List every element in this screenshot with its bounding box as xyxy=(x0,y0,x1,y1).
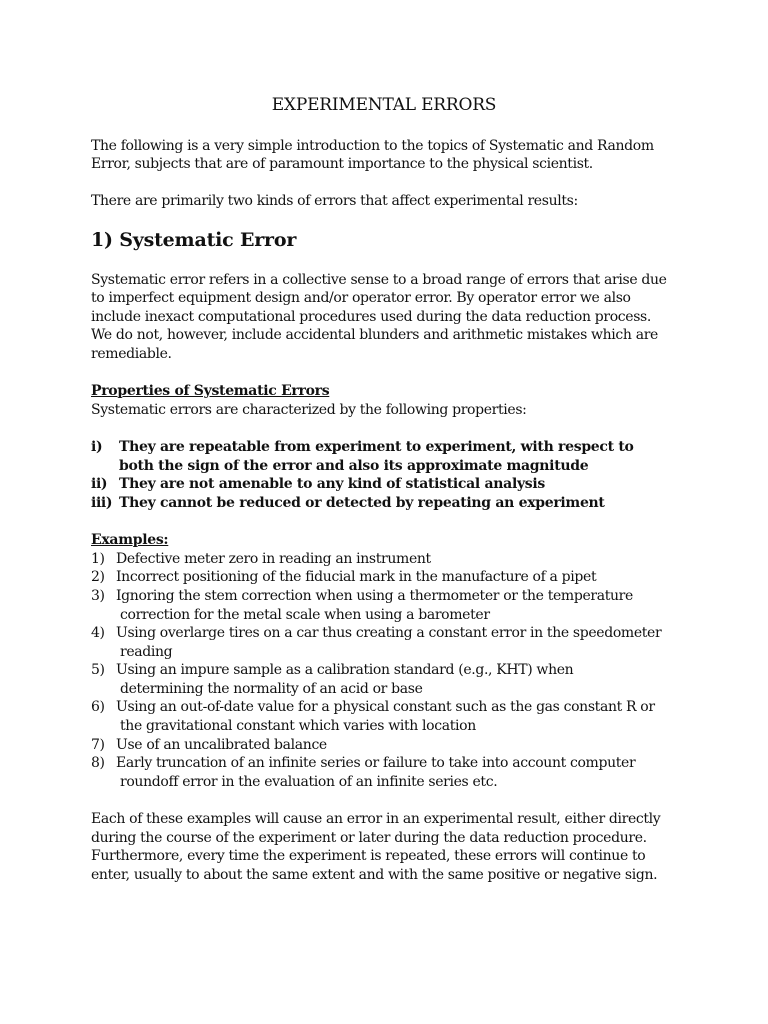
example-number: 8) xyxy=(91,755,105,771)
closing-line: during the course of the experiment or later during the data reduction procedure. xyxy=(91,830,647,846)
property-text: both the sign of the error and also its approximate magnitude xyxy=(119,458,589,474)
page-title: EXPERIMENTAL ERRORS xyxy=(271,95,497,115)
property-number: iii) xyxy=(91,495,113,511)
example-number: 1) xyxy=(91,551,105,567)
closing-line: enter, usually to about the same extent and with the same positive or negative sign. xyxy=(91,867,658,883)
paragraph-line: to imperfect equipment design and/or operator error. By operator error we also xyxy=(91,290,631,306)
properties-heading: Properties of Systematic Errors xyxy=(91,383,330,399)
closing-line: Each of these examples will cause an error in an experimental result, either directly xyxy=(91,811,661,827)
example-number: 6) xyxy=(91,699,105,715)
example-text: Using an impure sample as a calibration standard (e.g., KHT) when xyxy=(116,662,574,678)
property-number: ii) xyxy=(91,476,108,492)
example-text: Using overlarge tires on a car thus creating a constant error in the speedometer xyxy=(116,625,662,641)
example-text: Ignoring the stem correction when using a thermometer or the temperature xyxy=(116,588,633,604)
example-text: reading xyxy=(120,644,173,660)
example-number: 4) xyxy=(91,625,105,641)
example-text: the gravitational constant which varies with location xyxy=(120,718,476,734)
properties-intro: Systematic errors are characterized by the following properties: xyxy=(91,402,527,418)
example-number: 5) xyxy=(91,662,105,678)
example-number: 3) xyxy=(91,588,105,604)
example-text: Using an out-of-date value for a physical constant such as the gas constant R or xyxy=(116,699,655,715)
property-number: i) xyxy=(91,439,103,455)
examples-heading: Examples: xyxy=(91,532,169,548)
example-number: 7) xyxy=(91,737,105,753)
closing-line: Furthermore, every time the experiment is repeated, these errors will continue to xyxy=(91,848,646,864)
example-text: determining the normality of an acid or base xyxy=(120,681,423,697)
intro-line: The following is a very simple introduction to the topics of Systematic and Random xyxy=(91,138,654,154)
property-text: They are not amenable to any kind of statistical analysis xyxy=(119,476,545,492)
example-text: Use of an uncalibrated balance xyxy=(116,737,327,753)
two-kinds-text: There are primarily two kinds of errors that affect experimental results: xyxy=(91,193,578,209)
example-text: Early truncation of an infinite series or failure to take into account computer xyxy=(116,755,636,771)
paragraph-line: Systematic error refers in a collective sense to a broad range of errors that arise due xyxy=(91,272,667,288)
example-number: 2) xyxy=(91,569,105,585)
example-text: correction for the metal scale when using a barometer xyxy=(120,607,490,623)
paragraph-line: remediable. xyxy=(91,346,172,362)
paragraph-line: include inexact computational procedures used during the data reduction process. xyxy=(91,309,651,325)
example-text: Incorrect positioning of the fiducial mark in the manufacture of a pipet xyxy=(116,569,597,585)
property-text: They are repeatable from experiment to experiment, with respect to xyxy=(119,439,634,455)
property-text: They cannot be reduced or detected by repeating an experiment xyxy=(119,495,605,511)
example-text: Defective meter zero in reading an instrument xyxy=(116,551,431,567)
intro-line: Error, subjects that are of paramount importance to the physical scientist. xyxy=(91,156,593,172)
example-text: roundoff error in the evaluation of an infinite series etc. xyxy=(120,774,498,790)
paragraph-line: We do not, however, include accidental blunders and arithmetic mistakes which are xyxy=(91,327,658,343)
section-heading-systematic-error: 1) Systematic Error xyxy=(91,229,297,251)
